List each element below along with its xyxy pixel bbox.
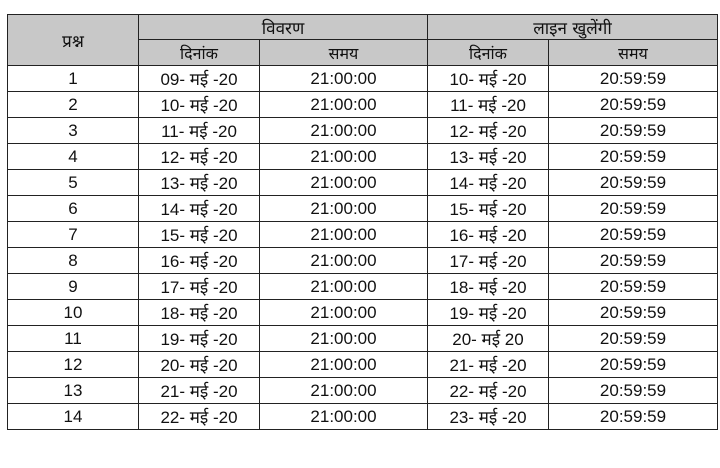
line-date-cell: 11- मई -20 [428,92,549,118]
table-row [8,326,718,352]
detail-date-cell: 15- मई -20 [139,222,260,248]
table-row [8,274,718,300]
question-number-cell: 3 [8,118,139,144]
line-date-cell: 15- मई -20 [428,196,549,222]
table-row [8,118,718,144]
detail-date-cell: 10- मई -20 [139,92,260,118]
detail-time-cell: 21:00:00 [260,274,428,300]
line-time-cell: 20:59:59 [549,274,718,300]
line-date-cell: 12- मई -20 [428,118,549,144]
line-date-cell: 17- मई -20 [428,248,549,274]
table-row [8,196,718,222]
detail-date-cell: 11- मई -20 [139,118,260,144]
table-row [8,66,718,92]
detail-date-cell: 14- मई -20 [139,196,260,222]
line-time-cell: 20:59:59 [549,118,718,144]
line-time-cell: 20:59:59 [549,66,718,92]
detail-date-cell: 17- मई -20 [139,274,260,300]
line-time-cell: 20:59:59 [549,300,718,326]
detail-time-cell: 21:00:00 [260,144,428,170]
detail-date-cell: 19- मई -20 [139,326,260,352]
details-group-header: विवरण [139,15,428,40]
detail-time-cell: 21:00:00 [260,118,428,144]
detail-time-cell: 21:00:00 [260,326,428,352]
line-time-cell: 20:59:59 [549,92,718,118]
detail-time-cell: 21:00:00 [260,170,428,196]
question-number-cell: 13 [8,378,139,404]
question-number-cell: 10 [8,300,139,326]
line-date-cell: 22- मई -20 [428,378,549,404]
detail-date-cell: 16- मई -20 [139,248,260,274]
line-time-cell: 20:59:59 [549,248,718,274]
line-date-cell: 20- मई 20 [428,326,549,352]
line-time-cell: 20:59:59 [549,378,718,404]
line-opens-group-header: लाइन खुलेंगी [428,15,718,40]
detail-time-cell: 21:00:00 [260,92,428,118]
detail-time-cell: 21:00:00 [260,196,428,222]
line-time-cell: 20:59:59 [549,144,718,170]
line-time-cell: 20:59:59 [549,196,718,222]
detail-date-cell: 22- मई -20 [139,404,260,430]
detail-time-cell: 21:00:00 [260,222,428,248]
line-date-cell: 21- मई -20 [428,352,549,378]
question-number-cell: 11 [8,326,139,352]
question-number-cell: 12 [8,352,139,378]
detail-time-cell: 21:00:00 [260,378,428,404]
line-time-cell: 20:59:59 [549,404,718,430]
question-number-cell: 9 [8,274,139,300]
detail-time-cell: 21:00:00 [260,66,428,92]
line-date-cell: 19- मई -20 [428,300,549,326]
detail-date-cell: 09- मई -20 [139,66,260,92]
details-time-header: समय [260,40,428,66]
schedule-table [7,14,718,430]
detail-date-cell: 20- मई -20 [139,352,260,378]
line-date-cell: 10- मई -20 [428,66,549,92]
line-time-cell: 20:59:59 [549,352,718,378]
table-row [8,300,718,326]
line-time-cell: 20:59:59 [549,222,718,248]
detail-time-cell: 21:00:00 [260,248,428,274]
detail-date-cell: 12- मई -20 [139,144,260,170]
detail-time-cell: 21:00:00 [260,300,428,326]
question-number-cell: 2 [8,92,139,118]
question-header: प्रश्न [8,15,139,66]
question-number-cell: 4 [8,144,139,170]
line-date-cell: 23- मई -20 [428,404,549,430]
detail-date-cell: 13- मई -20 [139,170,260,196]
table-row [8,144,718,170]
detail-time-cell: 21:00:00 [260,404,428,430]
table-row [8,352,718,378]
question-number-cell: 6 [8,196,139,222]
line-date-cell: 13- मई -20 [428,144,549,170]
line-date-cell: 16- मई -20 [428,222,549,248]
table-row [8,222,718,248]
line-date-header: दिनांक [428,40,549,66]
table-row [8,170,718,196]
question-number-cell: 8 [8,248,139,274]
line-time-cell: 20:59:59 [549,326,718,352]
question-number-cell: 14 [8,404,139,430]
line-time-cell: 20:59:59 [549,170,718,196]
line-date-cell: 14- मई -20 [428,170,549,196]
detail-date-cell: 21- मई -20 [139,378,260,404]
table-row [8,248,718,274]
detail-time-cell: 21:00:00 [260,352,428,378]
question-number-cell: 5 [8,170,139,196]
table-body [8,66,718,430]
line-time-header: समय [549,40,718,66]
header-row-groups [8,15,718,40]
line-date-cell: 18- मई -20 [428,274,549,300]
question-number-cell: 7 [8,222,139,248]
question-number-cell: 1 [8,66,139,92]
details-date-header: दिनांक [139,40,260,66]
table-row [8,92,718,118]
table-row [8,404,718,430]
detail-date-cell: 18- मई -20 [139,300,260,326]
table-row [8,378,718,404]
